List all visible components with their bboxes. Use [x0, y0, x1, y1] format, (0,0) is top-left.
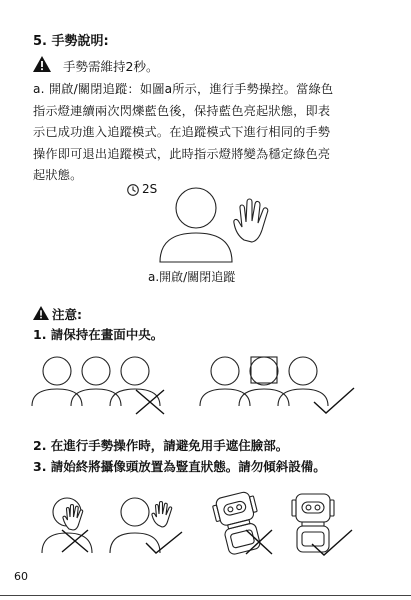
person-illustration — [158, 187, 238, 262]
paragraph-line: 示已成功進入追蹤模式。在追蹤模式下進行相同的手勢 — [33, 125, 331, 139]
wrong-mark-icon — [244, 528, 274, 556]
bottom-divider — [0, 595, 411, 596]
paragraph-line: 指示燈連續兩次閃爍藍色後，保持藍色亮起狀態，即表 — [33, 103, 331, 118]
open-hand-icon — [232, 196, 272, 244]
notes-title: 注意: — [52, 307, 82, 322]
paragraph-line: a. 開啟/關閉追蹤：如圖a所示，進行手勢操控。當綠色 — [33, 82, 334, 96]
warning-icon — [33, 306, 49, 320]
paragraph-line: 操作即可退出追蹤模式，此時指示燈將變為穩定綠色亮 — [33, 146, 331, 161]
figure-a-caption: a.開啟/關閉追蹤 — [148, 270, 236, 284]
paragraph-line: 起狀態。 — [33, 168, 83, 182]
section-title: 5. 手勢說明: — [33, 34, 109, 49]
wrong-mark-icon — [134, 388, 166, 416]
note-item-2: 2. 在進行手勢操作時，請避免用手遮住臉部。 — [33, 438, 289, 453]
page-number: 60 — [14, 570, 28, 583]
correct-mark-icon — [144, 530, 184, 556]
warning-icon — [33, 56, 51, 72]
instruction-paragraph — [33, 79, 383, 187]
correct-mark-icon — [312, 386, 356, 416]
clock-icon — [127, 184, 139, 196]
note-item-1: 1. 請保持在畫面中央。 — [33, 327, 164, 342]
timer-label: 2S — [142, 182, 158, 196]
note-item-3: 3. 請始終將攝像頭放置為豎直狀態。請勿傾斜設備。 — [33, 459, 326, 474]
warning-note: 手勢需維持2秒。 — [63, 59, 159, 74]
correct-mark-icon — [310, 528, 354, 558]
wrong-mark-icon — [60, 528, 90, 554]
